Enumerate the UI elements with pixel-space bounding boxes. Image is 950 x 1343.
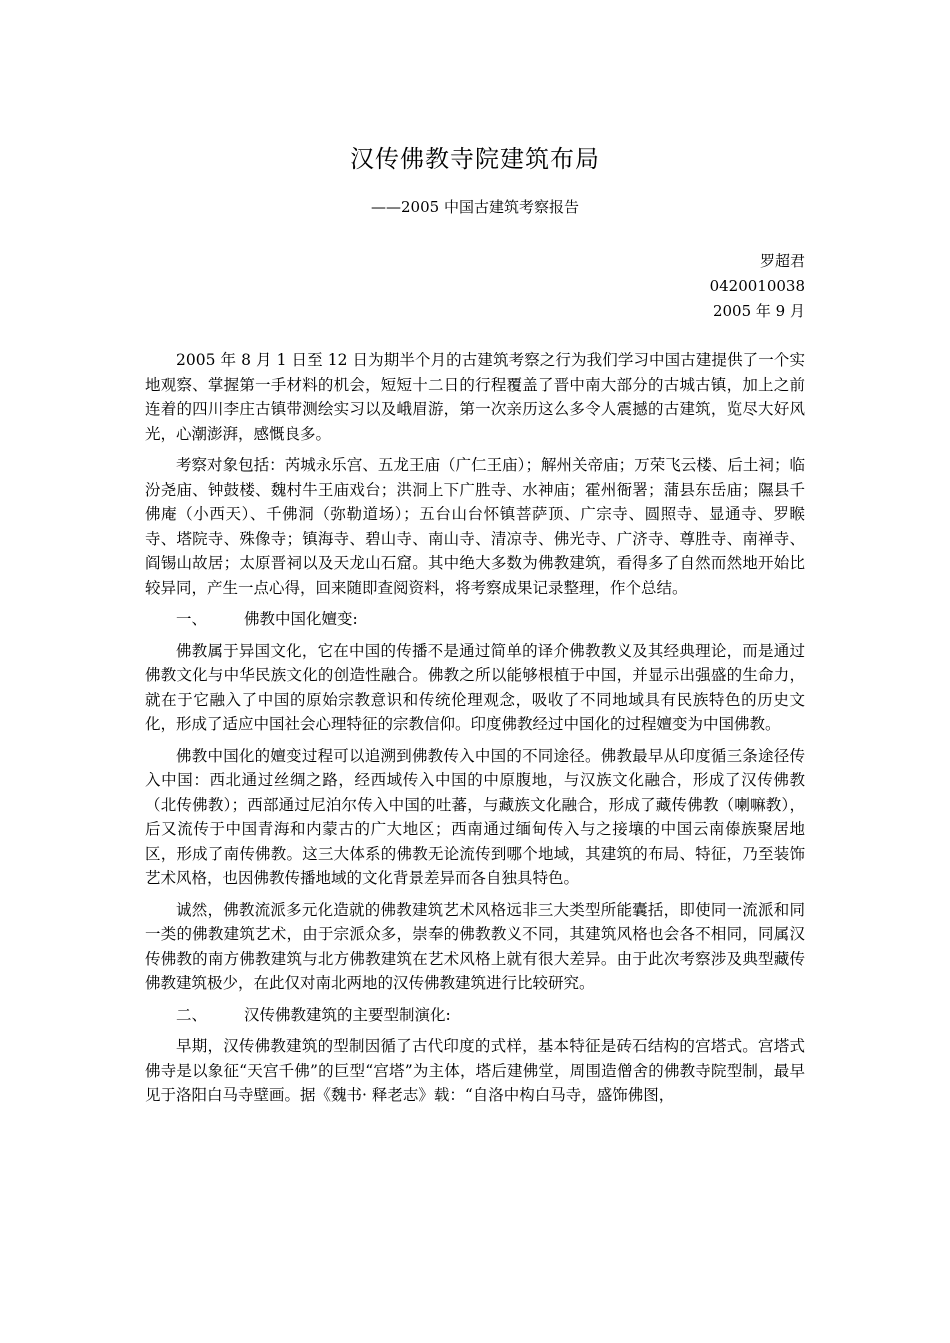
intro-paragraph-2: 考察对象包括：芮城永乐宫、五龙王庙（广仁王庙）；解州关帝庙；万荣飞云楼、后土祠；临汾尧庙、钟鼓楼、魏村牛王庙戏台；洪洞上下广胜寺、水神庙；霍州衙署；蒲县东岳庙；隰县千佛庵（小西天）、千佛洞（弥勒道场）；五台山台怀镇菩萨顶、广宗寺、圆照寺、显通寺、罗睺寺、塔院寺、殊像寺；镇海寺、碧山寺、南山寺、清凉寺、佛光寺、广济寺、尊胜寺、南禅寺、阎锡山故居；太原晋祠以及天龙山石窟。其中绝大多数为佛教建筑，看得多了自然而然地开始比较异同，产生一点心得，回来随即查阅资料，将考察成果记录整理，作个总结。 bbox=[145, 456, 805, 597]
section-title-1: 佛教中国化嬗变: bbox=[244, 610, 358, 628]
section1-paragraph-2: 佛教中国化的嬗变过程可以追溯到佛教传入中国的不同途径。佛教最早从印度循三条途径传入中国：西北通过丝绸之路，经西域传入中国的中原腹地，与汉族文化融合，形成了汉传佛教（北传佛教）；西部通过尼泊尔传入中国的吐蕃，与藏族文化融合，形成了藏传佛教（喇嘛教），后又流传于中国青海和内蒙古的广大地区；西南通过缅甸传入与之接壤的中国云南傣族聚居地区，形成了南传佛教。这三大体系的佛教无论流传到哪个地域，其建筑的布局、特征，乃至装饰艺术风格，也因佛教传播地域的文化背景差异而各自独具特色。 bbox=[145, 746, 805, 887]
author-name: 罗超君 bbox=[759, 252, 805, 270]
section-heading-1 bbox=[145, 607, 805, 632]
intro-paragraph-1: 2005 年 8 月 1 日至 12 日为期半个月的古建筑考察之行为我们学习中国古建提供了一个实地观察、掌握第一手材料的机会，短短十二日的行程覆盖了晋中南大部分的古城古镇，加上之前连着的四川李庄古镇带测绘实习以及峨眉游，第一次亲历这么多令人震撼的古建筑，览尽大好风光，心潮澎湃，感慨良多。 bbox=[145, 351, 805, 443]
document-title: 汉传佛教寺院建筑布局 bbox=[350, 145, 600, 173]
section-number-2: 二、 bbox=[176, 1005, 208, 1024]
document-subtitle: ——2005 中国古建筑考察报告 bbox=[371, 198, 579, 216]
section-heading-2 bbox=[145, 1003, 805, 1028]
section2-paragraph-1: 早期，汉传佛教建筑的型制因循了古代印度的式样，基本特征是砖石结构的宫塔式。宫塔式佛寺是以象征“天宫千佛”的巨型“宫塔”为主体，塔后建佛堂，周围造僧舍的佛教寺院型制，最早见于洛阳白马寺壁画。据《魏书· 释老志》载：“自洛中构白马寺，盛饰佛图， bbox=[145, 1037, 805, 1104]
section-number-1: 一、 bbox=[176, 610, 208, 628]
author-student-id: 0420010038 bbox=[709, 277, 805, 295]
document-body bbox=[145, 348, 805, 1115]
author-date: 2005 年 9 月 bbox=[712, 302, 805, 320]
section-title-2: 汉传佛教建筑的主要型制演化: bbox=[244, 1005, 451, 1024]
author-block bbox=[710, 249, 805, 324]
section1-paragraph-1: 佛教属于异国文化，它在中国的传播不是通过简单的译介佛教教义及其经典理论，而是通过佛教文化与中华民族文化的创造性融合。佛教之所以能够根植于中国，并显示出强盛的生命力，就在于它融入了中国的原始宗教意识和传统伦理观念，吸收了不同地域具有民族特色的历史文化，形成了适应中国社会心理特征的宗教信仰。印度佛教经过中国化的过程嬗变为中国佛教。 bbox=[145, 641, 805, 733]
section1-paragraph-3: 诚然，佛教流派多元化造就的佛教建筑艺术风格远非三大类型所能囊括，即使同一流派和同一类的佛教建筑艺术，由于宗派众多，崇奉的佛教教义不同，其建筑风格也会各不相同，同属汉传佛教的南方佛教建筑与北方佛教建筑在艺术风格上就有很大差异。由于此次考察涉及典型藏传佛教建筑极少，在此仅对南北两地的汉传佛教建筑进行比较研究。 bbox=[145, 900, 805, 992]
